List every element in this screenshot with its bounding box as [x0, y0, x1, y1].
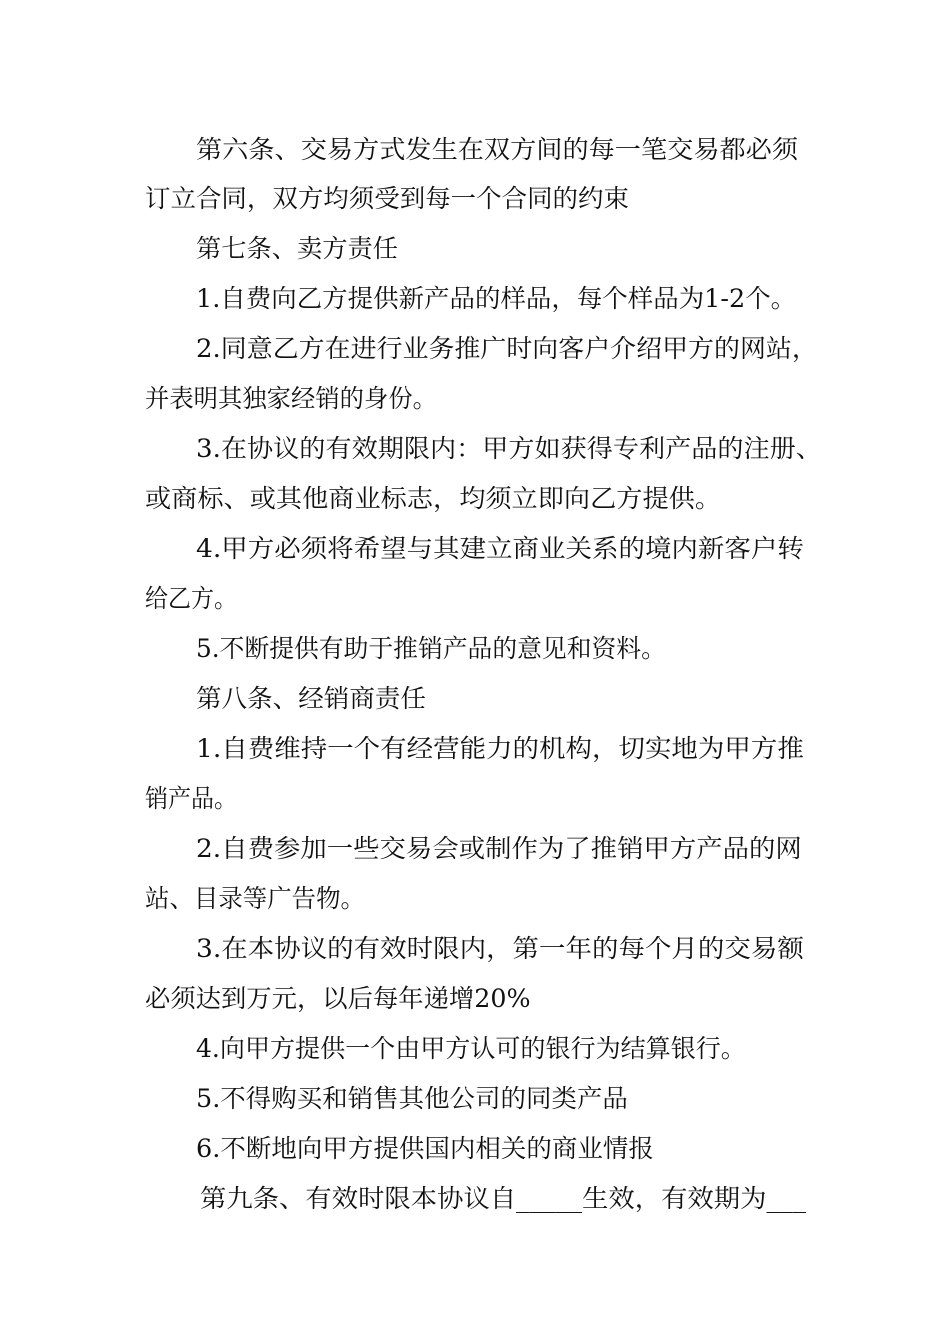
article-8-item-1-line-2: 销产品。: [145, 784, 238, 813]
article-7-item-1: 1.自费向乙方提供新产品的样品，每个样品为1-2个。: [196, 284, 797, 313]
article-8-heading: 第八条、经销商责任: [196, 684, 427, 713]
article-8-item-2-line-2: 站、目录等广告物。: [145, 884, 366, 913]
article-6-line-2: 订立合同，双方均须受到每一个合同的约束: [145, 184, 629, 213]
article-8-item-6: 6.不断地向甲方提供国内相关的商业情报: [196, 1134, 654, 1163]
article-9-line-1: 第九条、有效时限本协议自_____生效，有效期为___: [200, 1184, 807, 1213]
article-6-line-1: 第六条、交易方式发生在双方间的每一笔交易都必须: [196, 135, 799, 164]
article-8-item-3-line-2: 必须达到万元，以后每年递增20%: [145, 984, 531, 1013]
article-8-item-4: 4.向甲方提供一个由甲方认可的银行为结算银行。: [196, 1034, 746, 1063]
article-8-item-3-line-1: 3.在本协议的有效时限内，第一年的每个月的交易额: [196, 934, 804, 963]
article-7-item-3-line-1: 3.在协议的有效期限内：甲方如获得专利产品的注册、: [196, 434, 822, 463]
article-7-item-4-line-1: 4.甲方必须将希望与其建立商业关系的境内新客户转: [196, 534, 804, 563]
article-8-item-1-line-1: 1.自费维持一个有经营能力的机构，切实地为甲方推: [196, 734, 804, 763]
article-8-item-2-line-1: 2.自费参加一些交易会或制作为了推销甲方产品的网: [196, 834, 802, 863]
article-7-item-2-line-1: 2.同意乙方在进行业务推广时向客户介绍甲方的网站，: [196, 334, 818, 363]
article-7-item-5: 5.不断提供有助于推销产品的意见和资料。: [196, 634, 666, 663]
article-7-heading: 第七条、卖方责任: [196, 234, 399, 263]
article-7-item-3-line-2: 或商标、或其他商业标志，均须立即向乙方提供。: [145, 484, 722, 513]
article-7-item-4-line-2: 给乙方。: [145, 584, 238, 613]
article-8-item-5: 5.不得购买和销售其他公司的同类产品: [196, 1084, 628, 1113]
article-7-item-2-line-2: 并表明其独家经销的身份。: [145, 384, 438, 413]
